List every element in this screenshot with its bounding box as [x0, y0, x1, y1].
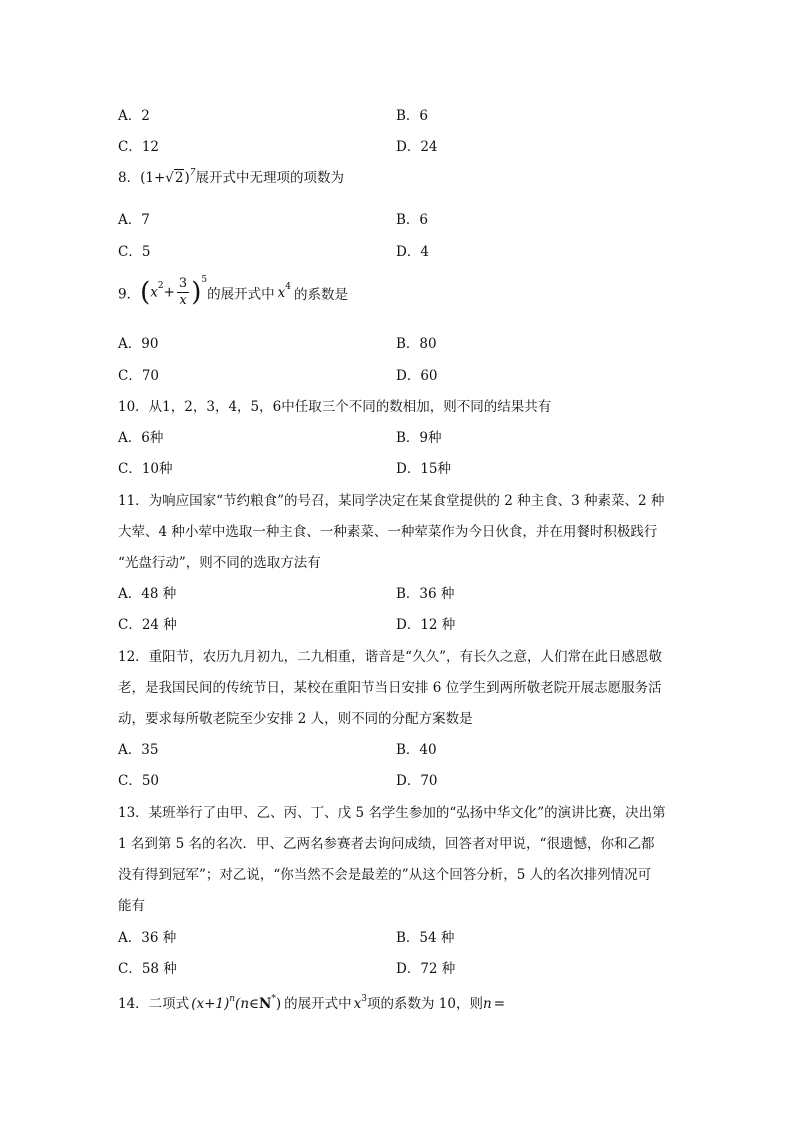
- q8-option-d: D．4: [396, 244, 429, 260]
- q14-text-mid: 的展开式中: [284, 996, 352, 1012]
- q8-option-c: C．5: [118, 244, 151, 260]
- q13-stem-line1: 13．某班举行了由甲、乙、丙、丁、戊 5 名学生参加的“弘扬中华文化”的演讲比赛，决出第: [118, 805, 666, 821]
- q12-option-d: D．70: [396, 773, 438, 789]
- q14-number: 14．二项式: [118, 996, 190, 1012]
- q11-option-c: C．24 种: [118, 617, 177, 633]
- q14-term-x: x: [353, 996, 362, 1012]
- q10-option-a: A．6种: [118, 430, 164, 446]
- q14-power: n: [229, 994, 236, 1004]
- q9-outer-power: 5: [201, 275, 208, 285]
- q8-option-b: B．6: [396, 212, 429, 228]
- q14-cond-set: N: [259, 996, 272, 1012]
- q8-option-a: A．7: [118, 212, 150, 228]
- q10-stem: 10．从1，2，3，4，5，6中任取三个不同的数相加，则不同的结果共有: [118, 399, 552, 415]
- q11-stem-line2: 大荤、4 种小荤中选取一种主食、一种素菜、一种荤菜作为今日伙食，并在用餐时积极践行: [118, 524, 658, 540]
- q9-x-power: 2: [157, 280, 164, 291]
- q10-option-d: D．15种: [396, 461, 452, 477]
- q14-equals: =: [493, 996, 505, 1012]
- q12-option-b: B．40: [396, 742, 437, 758]
- q14-n-var: n: [482, 996, 492, 1012]
- q13-option-a: A．36 种: [118, 930, 177, 946]
- q12-stem-line3: 动，要求每所敬老院至少安排 2 人，则不同的分配方案数是: [118, 711, 473, 727]
- q14-cond-open: (n∈: [235, 996, 260, 1012]
- q9-option-b: B．80: [396, 336, 437, 352]
- q7-option-a: A．2: [118, 108, 150, 124]
- q14-base: (x+1): [191, 996, 230, 1012]
- q9-stem: 9．($x^2+$ $\frac{3}{x}$ )$^5$的展开式中 $x^4$ 的系数是: [118, 275, 348, 308]
- q9-frac-denominator: x: [179, 293, 187, 308]
- q8-text: 展开式中无理项的项数为: [195, 170, 344, 186]
- q11-stem-line1: 11．为响应国家“节约粮食”的号召，某同学决定在某食堂提供的 2 种主食、3 种素菜、2 种: [118, 493, 665, 509]
- q9-term-x: x: [277, 284, 286, 301]
- q12-option-a: A．35: [118, 742, 159, 758]
- q11-stem-line3: “光盘行动”，则不同的选取方法有: [118, 555, 321, 571]
- q9-number: 9．: [118, 286, 141, 303]
- q9-option-d: D．60: [396, 368, 438, 384]
- q11-option-b: B．36 种: [396, 586, 455, 602]
- q11-option-d: D．12 种: [396, 617, 456, 633]
- q8-expr-open: (1+: [140, 170, 166, 186]
- q13-stem-line4: 能有: [118, 898, 145, 914]
- q9-x: x: [150, 284, 158, 301]
- q8-power: 7: [189, 168, 196, 178]
- q7-option-b: B．6: [396, 108, 429, 124]
- q9-option-a: A．90: [118, 336, 159, 352]
- q12-option-c: C．50: [118, 773, 160, 789]
- q9-frac-numerator: 3: [178, 276, 188, 291]
- q13-option-b: B．54 种: [396, 930, 455, 946]
- q13-stem-line2: 1 名到第 5 名的名次．甲、乙两名参赛者去询问成绩，回答者对甲说，“很遗憾，你和乙都: [118, 836, 655, 852]
- q14-cond-star: *: [271, 994, 276, 1004]
- q8-expr-close: ): [184, 170, 190, 186]
- q13-stem-line3: 没有得到冠军”；对乙说，“你当然不会是最差的”从这个回答分析，5 人的名次排列情况可: [118, 867, 652, 883]
- q9-fraction: [177, 276, 189, 309]
- q14-text-end: 项的系数为 10，则: [367, 996, 483, 1012]
- q12-stem-line2: 老，是我国民间的传统节日，某校在重阳节当日安排 6 位学生到两所敬老院开展志愿服务活: [118, 680, 662, 696]
- q13-option-c: C．58 种: [118, 961, 177, 977]
- q14-stem: [118, 992, 505, 1012]
- q7-option-d: D．24: [396, 139, 438, 155]
- q9-text-post: 的系数是: [293, 286, 348, 303]
- q14-term-power: 3: [361, 994, 367, 1004]
- q12-stem-line1: 12．重阳节，农历九月初九，二九相重，谐音是“久久”，有长久之意，人们常在此日感恩敬: [118, 649, 662, 665]
- q8-number: 8．: [118, 170, 141, 186]
- q14-cond-close: ): [275, 996, 282, 1012]
- q9-plus: +: [163, 284, 175, 301]
- q13-option-d: D．72 种: [396, 961, 456, 977]
- q9-option-c: C．70: [118, 368, 160, 384]
- q9-term-power: 4: [285, 282, 291, 292]
- q10-option-b: B．9种: [396, 430, 442, 446]
- q10-option-c: C．10种: [118, 461, 173, 477]
- q7-option-c: C．12: [118, 139, 160, 155]
- q8-sqrt-value: 2: [174, 170, 184, 186]
- q9-text-pre: 的展开式中: [207, 286, 275, 303]
- q11-option-a: A．48 种: [118, 586, 177, 602]
- q8-stem: 8．$(1+√2)^7$展开式中无理项的项数为: [118, 168, 344, 186]
